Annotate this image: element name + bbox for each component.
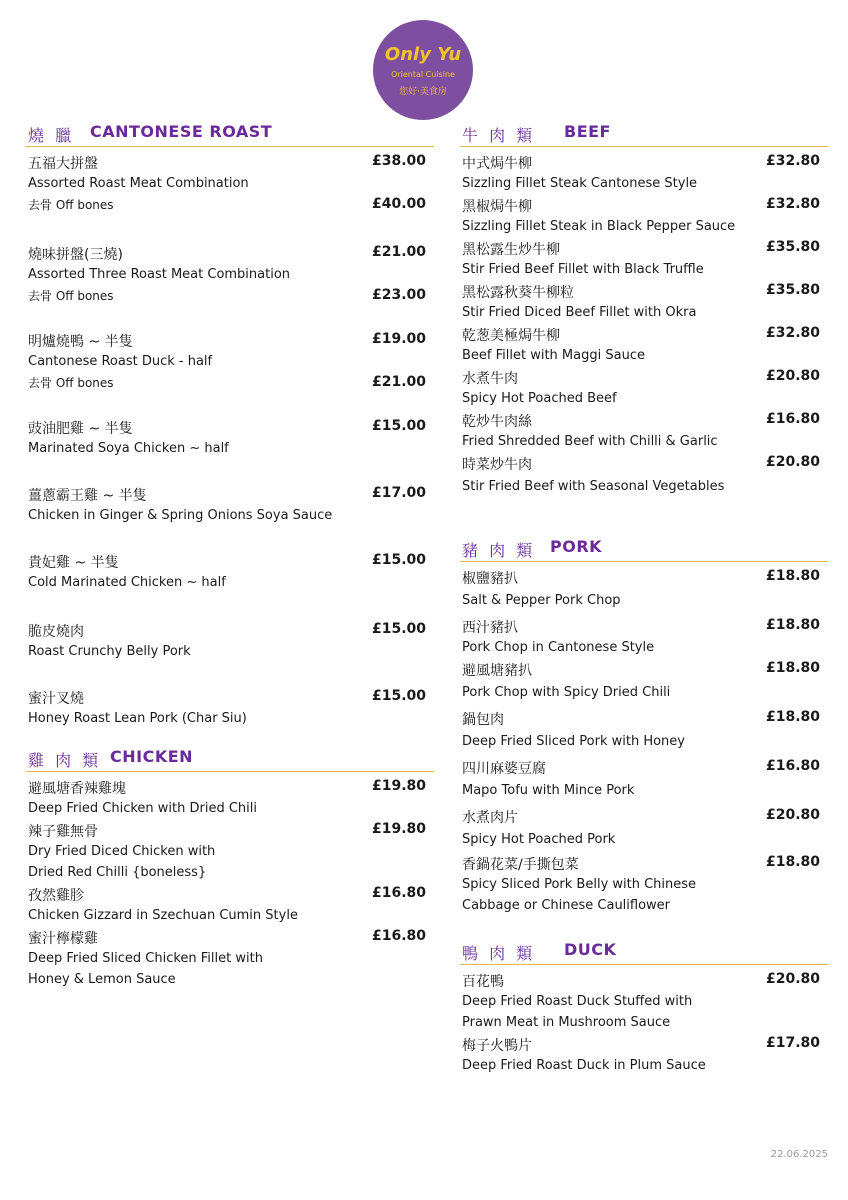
item-price: £20.80 [765,368,820,384]
item-desc: Mapo Tofu with Mince Pork [462,783,635,798]
item-price: £35.80 [765,239,820,255]
item-desc: Cantonese Roast Duck - half [28,354,213,369]
section-cantonese [26,122,434,747]
item-price: £16.80 [371,928,426,944]
section-title-zh: 豬 肉 類 [462,541,536,560]
item-desc-line2: Honey & Lemon Sauce [28,972,176,987]
section-title-zh: 雞 肉 類 [28,751,102,770]
item-desc: Spicy Sliced Pork Belly with Chinese [462,877,697,892]
item-name: 黑松露秋葵牛柳粒 [462,285,574,301]
menu-item [26,619,434,662]
section-title-en: CANTONESE ROAST [90,122,273,141]
section-title-en: CHICKEN [110,747,194,766]
restaurant-logo [373,20,473,120]
menu-item [460,452,828,497]
item-name: 蜜汁叉燒 [28,691,84,707]
item-desc: Salt & Pepper Pork Chop [462,593,621,608]
item-price: £19.00 [371,331,426,347]
item-price: £18.80 [765,568,820,584]
logo-subtitle: Oriental Cuisine [391,70,455,79]
section-header [26,122,434,147]
item-desc-line2: Cabbage or Chinese Cauliflower [462,898,671,913]
item-price: £32.80 [765,153,820,169]
item-name: 時菜炒牛肉 [462,457,532,473]
section-title-en: PORK [550,537,603,556]
item-name: 水煮牛肉 [462,371,518,387]
item-price: £35.80 [765,282,820,298]
item-price: £18.80 [765,709,820,725]
section-header [26,747,434,772]
item-price: £20.80 [765,971,820,987]
menu-item [460,566,828,611]
item-name: 脆皮燒肉 [28,624,84,640]
section-title-zh: 燒 臘 [28,126,75,145]
item-name: 椒鹽豬扒 [462,571,518,587]
item-desc: Marinated Soya Chicken ~ half [28,441,229,456]
menu-item [26,483,434,526]
menu-item [26,151,434,216]
item-desc: Deep Fried Roast Duck in Plum Sauce [462,1058,706,1073]
menu-item [26,550,434,593]
section-duck [460,940,828,1076]
menu-item [460,194,828,237]
item-price: £16.80 [371,885,426,901]
item-option: 去骨 Off bones [28,289,114,303]
item-name: 五福大拼盤 [28,156,98,172]
item-desc-line2: Dried Red Chilli {boneless} [28,865,207,880]
item-desc: Pork Chop with Spicy Dried Chili [462,685,671,700]
item-price: £17.00 [371,485,426,501]
item-price: £19.80 [371,778,426,794]
item-name: 鍋包肉 [462,712,504,728]
menu-item [460,805,828,850]
item-desc: Beef Fillet with Maggi Sauce [462,348,645,363]
item-desc: Chicken Gizzard in Szechuan Cumin Style [28,908,298,923]
item-option-price: £23.00 [371,287,426,303]
item-name: 中式焗牛柳 [462,156,532,172]
item-desc: Spicy Hot Poached Beef [462,391,617,406]
menu-item [26,416,434,459]
menu-item [26,686,434,729]
section-header [460,537,828,562]
menu-item [460,658,828,703]
menu-item [26,242,434,307]
item-name: 辣子雞無骨 [28,824,98,840]
item-name: 四川麻婆豆腐 [462,761,546,777]
menu-item [460,366,828,409]
section-beef [460,122,828,537]
section-title-en: BEEF [564,122,611,141]
item-price: £20.80 [765,807,820,823]
print-date: 22.06.2025 [770,1149,828,1160]
item-name: 明爐燒鴨 ~ 半隻 [28,334,133,350]
menu-item [460,756,828,801]
menu-item [26,883,434,926]
item-desc: Assorted Three Roast Meat Combination [28,267,291,282]
section-title-zh: 鴨 肉 類 [462,944,536,963]
item-desc-line2: Prawn Meat in Mushroom Sauce [462,1015,671,1030]
section-chicken [26,747,434,990]
menu-item [26,819,434,883]
section-header [460,940,828,965]
item-desc: Stir Fried Beef Fillet with Black Truffle [462,262,704,277]
item-desc: Stir Fried Diced Beef Fillet with Okra [462,305,697,320]
item-price: £15.00 [371,621,426,637]
item-desc: Pork Chop in Cantonese Style [462,640,655,655]
item-name: 薑蔥霸王雞 ~ 半隻 [28,488,147,504]
item-option: 去骨 Off bones [28,376,114,390]
item-name: 乾葱美極焗牛柳 [462,328,560,344]
item-desc: Sizzling Fillet Steak in Black Pepper Sauce [462,219,736,234]
item-price: £15.00 [371,552,426,568]
item-price: £18.80 [765,660,820,676]
item-name: 孜然雞胗 [28,888,84,904]
menu-item [460,707,828,752]
left-column [26,122,434,990]
item-desc: Chicken in Ginger & Spring Onions Soya Sauce [28,508,333,523]
section-title-en: DUCK [564,940,617,959]
item-price: £20.80 [765,454,820,470]
item-name: 蜜汁檸檬雞 [28,931,98,947]
item-desc: Spicy Hot Poached Pork [462,832,616,847]
item-name: 避風塘香辣雞塊 [28,781,126,797]
menu-item [460,409,828,452]
menu-item [26,329,434,394]
item-desc: Stir Fried Beef with Seasonal Vegetables [462,479,725,494]
item-name: 黑松露生炒牛柳 [462,242,560,258]
item-desc: Dry Fried Diced Chicken with [28,844,216,859]
menu-item [460,852,828,916]
menu-item [460,615,828,658]
item-option-price: £40.00 [371,196,426,212]
item-name: 百花鴨 [462,974,504,990]
item-price: £19.80 [371,821,426,837]
logo-chinese: 您好·美食房 [399,87,447,97]
section-title-zh: 牛 肉 類 [462,126,536,145]
item-price: £16.80 [765,758,820,774]
item-price: £32.80 [765,196,820,212]
item-price: £15.00 [371,688,426,704]
menu-item [460,237,828,280]
item-desc: Deep Fried Sliced Pork with Honey [462,734,685,749]
item-desc: Cold Marinated Chicken ~ half [28,575,226,590]
item-price: £15.00 [371,418,426,434]
item-price: £18.80 [765,617,820,633]
item-desc: Assorted Roast Meat Combination [28,176,249,191]
menu-item [460,323,828,366]
item-desc: Fried Shredded Beef with Chilli & Garlic [462,434,718,449]
item-price: £21.00 [371,244,426,260]
item-option: 去骨 Off bones [28,198,114,212]
item-price: £16.80 [765,411,820,427]
menu-item [460,151,828,194]
item-desc: Sizzling Fillet Steak Cantonese Style [462,176,698,191]
menu-item [460,280,828,323]
item-name: 水煮肉片 [462,810,518,826]
right-column [460,122,828,1076]
item-desc: Honey Roast Lean Pork (Char Siu) [28,711,247,726]
item-desc: Deep Fried Sliced Chicken Fillet with [28,951,263,966]
menu-item [26,926,434,990]
section-pork [460,537,828,940]
item-name: 乾炒牛肉絲 [462,414,532,430]
item-price: £32.80 [765,325,820,341]
item-price: £38.00 [371,153,426,169]
item-name: 貴妃雞 ~ 半隻 [28,555,119,571]
item-price: £18.80 [765,854,820,870]
item-name: 豉油肥雞 ~ 半隻 [28,421,133,437]
item-option-price: £21.00 [371,374,426,390]
item-name: 黑椒焗牛柳 [462,199,532,215]
item-desc: Deep Fried Chicken with Dried Chili [28,801,257,816]
item-name: 西汁豬扒 [462,620,518,636]
item-name: 燒味拼盤(三燒) [28,247,123,263]
item-desc: Roast Crunchy Belly Pork [28,644,191,659]
item-name: 避風塘豬扒 [462,663,532,679]
item-name: 梅子火鴨片 [462,1038,532,1054]
item-desc: Deep Fried Roast Duck Stuffed with [462,994,693,1009]
section-header [460,122,828,147]
menu-item [460,969,828,1033]
menu-item [26,776,434,819]
logo-name: Only Yu [384,44,462,65]
menu-item [460,1033,828,1076]
item-price: £17.80 [765,1035,820,1051]
item-name: 香鍋花菜/手撕包菜 [462,857,579,873]
